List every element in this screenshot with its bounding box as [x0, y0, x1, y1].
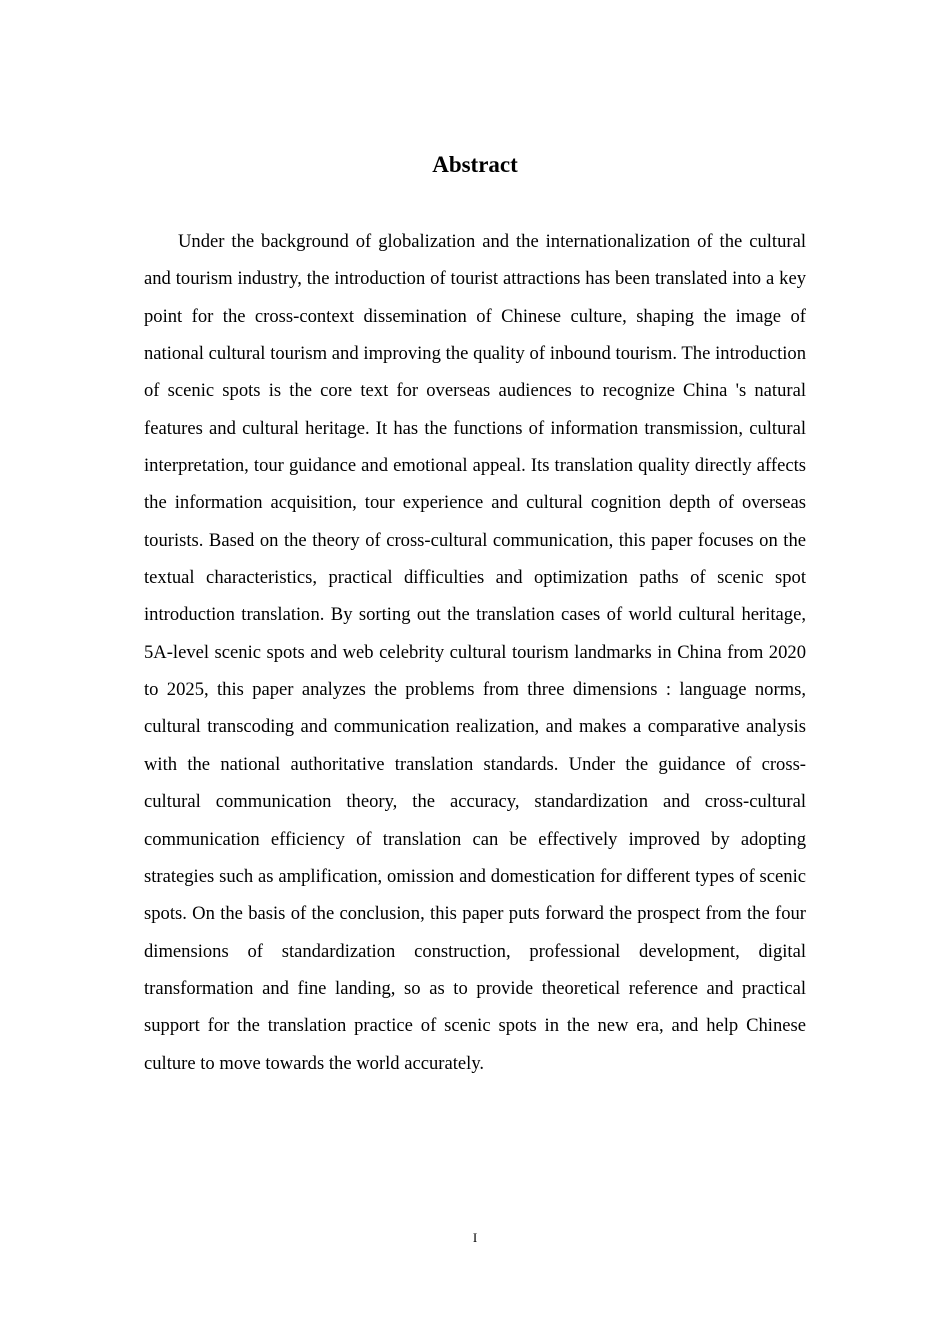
abstract-body: Under the background of globalization and the internationalization of the cultural and tourism industry, the introduction of tourist attractions has been translated into a key point for the cross-context dissemination of Chinese culture, shaping the image of national cultural tourism and improving the quality of inbound tourism. The introduction of scenic spots is the core text for overseas audiences to recognize China 's natural features and cultural heritage. It has the functions of information transmission, cultural interpretation, tour guidance and emotional appeal. Its translation quality directly affects the information acquisition, tour experience and cultural cognition depth of overseas tourists. Based on the theory of cross-cultural communication, this paper focuses on the textual characteristics, practical difficulties and optimization paths of scenic spot introduction translation. By sorting out the translation cases of world cultural heritage, 5A-level scenic spots and web celebrity cultural tourism landmarks in China from 2020 to 2025, this paper analyzes the problems from three dimensions : language norms, cultural transcoding and communication realization, and makes a comparative analysis with the national authoritative translation standards. Under the guidance of cross-cultural communication theory, the accuracy, standardization and cross-cultural communication efficiency of translation can be effectively improved by adopting strategies such as amplification, omission and domestication for different types of scenic spots. On the basis of the conclusion, this paper puts forward the prospect from the four dimensions of standardization construction, professional development, digital transformation and fine landing, so as to provide theoretical reference and practical support for the translation practice of scenic spots in the new era, and help Chinese culture to move towards the world accurately.: [144, 231, 806, 1074]
abstract-title: Abstract: [432, 152, 518, 177]
page-number: I: [472, 1230, 478, 1245]
